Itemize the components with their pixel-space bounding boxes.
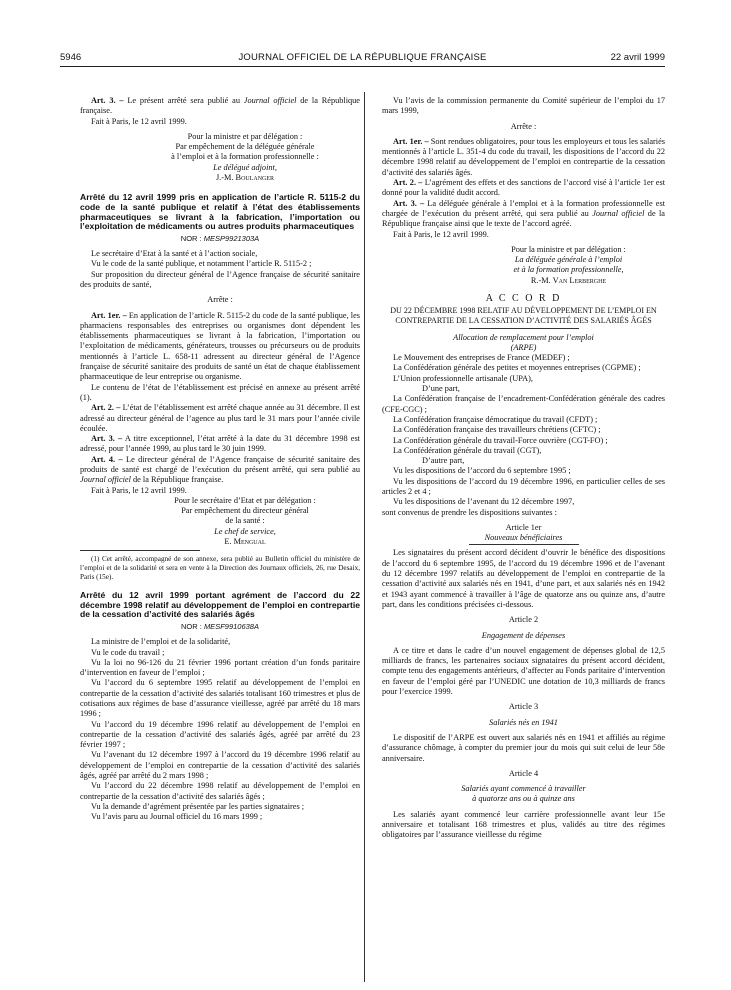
signature-place-date: Fait à Paris, le 12 avril 1999. <box>393 229 489 239</box>
article-label: Art. 1er. – <box>393 136 429 146</box>
article-1 <box>80 311 360 383</box>
vu-line: Vu les dispositions de l’accord du 6 septembre 1995 ; <box>393 466 571 476</box>
party-line: L’Union professionnelle artisanale (UPA), <box>393 373 533 383</box>
vu-line: Vu les dispositions de l’accord du 19 décembre 1996, en particulier celles de ses articles 2 et 4 ; <box>382 476 665 496</box>
nor-reference <box>80 622 360 632</box>
arrete-heading: Arrête : <box>510 121 537 131</box>
page-header <box>60 52 665 66</box>
nor-code: MESF9910638A <box>203 621 259 631</box>
signature-line: de la santé : <box>225 516 265 526</box>
article-text: de la République française ainsi que le texte de l’accord agréé. <box>382 208 665 229</box>
article-heading: Article 1er <box>505 522 542 532</box>
union-line: La Confédération générale du travail-Force ouvrière (CGT-FO) ; <box>393 435 608 445</box>
article-heading: Article 3 <box>508 702 539 712</box>
article-text: La déléguée générale à l’emploi et à la formation professionnelle est chargée de l’exécution du présent arrêté, qui sera publié au <box>382 198 666 218</box>
signature-line: La déléguée générale à l’emploi <box>514 255 623 265</box>
journal-ref: Journal officiel <box>80 475 131 485</box>
decree-title: Arrêté du 12 avril 1999 portant agrément de l’accord du 22 décembre 1998 relatif au développement de l’emploi en contrepartie de la cessation d’activité des salariés âgés <box>80 590 360 620</box>
preamble-line: Vu la loi no 96-126 du 21 février 1996 portant création d’un fonds paritaire d’intervention en faveur de l’emploi ; <box>80 657 360 678</box>
section-subtitle: (ARPE) <box>510 342 537 352</box>
signature-line: Par empêchement de la déléguée générale <box>175 142 315 152</box>
article-subtitle: à quatorze ans ou à quinze ans <box>472 794 575 804</box>
article-label: Art. 2. – <box>91 403 121 413</box>
article-4 <box>80 455 360 486</box>
article-text: En application de l’article R. 5115-2 du code de la santé publique, les pharmaciens responsables des entreprises ou organismes dont dépendent les établissements pharmaceutiques se livrant à la fabrication, l’importation ou l’exploitation de médicaments, générateurs, trousses ou précurseurs ou de produits mentionnés à l’article L. 658-11 adressent au directeur général de l’Agence française de sécurité sanitaire des produits de santé un état de chaque établissement pharmaceutique de leur entreprise ou organisme. <box>80 310 360 382</box>
journal-ref: Journal officiel <box>592 208 645 218</box>
preamble-line: Vu la demande d’agrément présentée par les parties signataires ; <box>91 801 305 811</box>
footnote: (1) Cet arrêté, accompagné de son annexe, sera publié au Bulletin officiel du ministère de l’emploi et de la solidarité et sera en vente à la Direction des Journaux officiels, 26, rue Desaix, Paris (15e). <box>80 555 360 581</box>
article-subtitle: Engagement de dépenses <box>481 630 566 640</box>
article-subtitle: Nouveaux bénéficiaires <box>484 533 563 543</box>
article-text: de la République française. <box>80 96 360 116</box>
section-subtitle: Allocation de remplacement pour l’emploi <box>453 332 594 342</box>
article-body: Les signataires du présent accord décident d’ouvrir le bénéfice des dispositions de l’accord du 6 septembre 1995, de l’accord du 19 décembre 1996 et de l’avenant du 12 décembre 1997 relatifs au développement de l’emploi en contrepartie de la cessation d’activité aux salariés nés en 1941, d’une part, et aux salariés nés en 1942 et 1943 ayant commencé à travailler à l’âge de quatorze ans ou quinze ans, d’autre part, dans les conditions précisées ci-dessous. <box>382 548 665 609</box>
party-separator: D’autre part, <box>422 456 465 466</box>
article-text: A titre exceptionnel, l’état arrêté à la date du 31 décembre 1998 est adressé, pour l’année 1999, au plus tard le 30 juin 1999. <box>80 434 360 454</box>
article-3 <box>80 434 360 455</box>
preamble-line: Le secrétaire d’Etat à la santé et à l’action sociale, <box>91 249 258 259</box>
signature-line: Par empêchement du directeur général <box>181 506 309 516</box>
preamble-line: Vu l’accord du 6 septembre 1995 relatif au développement de l’emploi en contrepartie de la cessation d’activité des salariés totalisant 160 trimestres et plus de cotisations aux régimes de base d’assurance vieillesse, agréé par arrêté du 18 mars 1996 ; <box>80 678 360 719</box>
footnote-rule <box>80 550 200 551</box>
preamble-line: Vu le code du travail ; <box>91 647 165 657</box>
article-body: A ce titre et dans le cadre d’un nouvel engagement de dépenses global de 12,5 milliards de francs, les partenaires sociaux signataires du présent accord décident, compte tenu des engagements antérieurs, d’affecter au Fonds paritaire d’intervention en faveur de l’emploi géré par l’UNEDIC une dotation de 10,3 milliards de francs pour l’exercice 1999. <box>382 645 665 697</box>
article-text: de la République française. <box>130 475 224 485</box>
preamble-line: Vu le code de la santé publique, et notamment l’article R. 5115-2 ; <box>91 259 312 269</box>
party-line: La Confédération générale des petites et moyennes entreprises (CGPME) ; <box>393 363 641 373</box>
article-body: Les salariés ayant commencé leur carrière professionnelle avant leur 15e anniversaire et totalisant 168 trimestres et plus, validés au titre des régimes obligatoires par l’assurance vieillesse du régime <box>382 809 665 840</box>
signature-place-date: Fait à Paris, le 12 avril 1999. <box>91 485 187 495</box>
article-text: L’état de l’établissement est arrêté chaque année au 31 décembre. Il est adressé au directeur général de l’agence au plus tard le 31 mars pour l’année civile écoulée. <box>80 403 361 433</box>
article-text: Le directeur général de l’Agence française de sécurité sanitaire des produits de santé est chargé de l’exécution du présent arrêté, qui sera publié au <box>80 454 361 474</box>
article-heading: Article 2 <box>508 615 539 625</box>
signatory-name: R.-M. Van Lerberghe <box>530 275 607 285</box>
preamble-line: Vu l’accord du 19 décembre 1996 relatif au développement de l’emploi en contrepartie de la cessation d’activité des salariés âgés, agréé par arrêté du 23 février 1997 ; <box>80 719 360 750</box>
preamble-line: La ministre de l’emploi et de la solidarité, <box>91 637 231 647</box>
section-rule <box>469 544 579 545</box>
article-1-para: Le contenu de l’état de l’établissement est précisé en annexe au présent arrêté (1). <box>80 382 360 402</box>
article-subtitle: Salariés ayant commencé à travailler <box>461 784 586 794</box>
signature-line: Pour la ministre et par délégation : <box>187 131 303 141</box>
article-label: Art. 4. – <box>91 454 123 464</box>
column-divider <box>364 92 365 982</box>
article-label: Art. 3. – <box>91 434 123 444</box>
preamble-line: Sur proposition du directeur général de l’Agence française de sécurité sanitaire des produits de santé, <box>80 269 360 289</box>
nor-label: NOR : <box>180 233 204 243</box>
signature-line: Pour le secrétaire d’Etat et par délégation : <box>174 495 316 505</box>
accord-title: DU 22 DÉCEMBRE 1998 RELATIF AU DÉVELOPPEMENT DE L’EMPLOI EN CONTREPARTIE DE LA CESSATION D’ACTIVITÉ DES SALARIÉS ÂGÉS <box>390 306 657 325</box>
article-label: Art. 1er. – <box>91 310 127 320</box>
party-line: Le Mouvement des entreprises de France (MEDEF) ; <box>393 353 570 363</box>
right-column <box>382 96 665 841</box>
article-text: Sont rendues obligatoires, pour tous les employeurs et tous les salariés mentionnés à l’article L. 351-4 du code du travail, les dispositions de l’accord du 22 décembre 1998 relatif au développement de l’emploi en contrepartie de la cessation d’activité des salariés âgés. <box>382 136 665 177</box>
nor-reference <box>80 234 360 244</box>
union-line: La Confédération générale du travail (CGT), <box>393 445 542 455</box>
article-heading: Article 4 <box>508 768 539 778</box>
article-body: Le dispositif de l’ARPE est ouvert aux salariés nés en 1941 et affiliés au régime d’assurance chômage, à compter du premier jour du mois qui suit celui de leur 58e anniversaire. <box>382 732 665 763</box>
left-column <box>80 96 360 823</box>
article-label: Art. 2. – <box>393 178 423 188</box>
convenus-line: sont convenus de prendre les dispositions suivantes : <box>382 507 557 517</box>
article-subtitle: Salariés nés en 1941 <box>489 717 558 727</box>
union-line: La Confédération française des travailleurs chrétiens (CFTC) ; <box>393 425 601 435</box>
preamble-line: Vu l’avenant du 12 décembre 1997 à l’accord du 19 décembre 1996 relatif au développement de l’emploi en contrepartie de la cessation d’activité des salariés âgés, agréé par arrêté du 2 mars 1998 ; <box>80 750 360 781</box>
article-label: Art. 3. – <box>393 198 425 208</box>
article-text: L’agrément des effets et des sanctions de l’accord visé à l’article 1er est donné pour la validité dudit accord. <box>382 178 665 198</box>
journal-ref: Journal officiel <box>243 96 297 105</box>
nor-code: MESP9921303A <box>203 233 260 243</box>
union-line: La Confédération française démocratique du travail (CFDT) ; <box>393 414 598 424</box>
article-3 <box>80 96 360 117</box>
issue-date: 22 avril 1999 <box>610 52 665 63</box>
article-label: Art. 3. – <box>91 96 124 105</box>
signature-line: Le chef de service, <box>214 526 276 536</box>
signature-line: à l’emploi et à la formation professionnelle : <box>171 152 319 162</box>
article-1 <box>382 137 665 178</box>
header-rule <box>60 66 665 67</box>
arrete-heading: Arrête : <box>207 295 233 305</box>
article-2 <box>80 403 360 434</box>
signature-line: Le délégué adjoint, <box>213 162 277 172</box>
decree-title: Arrêté du 12 avril 1999 pris en application de l’article R. 5115-2 du code de la santé publique et relatif à l’état des établissements pharmaceutiques se livrant à la fabrication, l’importation ou l’exploitation de médicaments ou autres produits pharmaceutiques <box>80 192 360 232</box>
nor-label: NOR : <box>181 621 204 631</box>
article-text: Le présent arrêté sera publié au <box>123 96 244 105</box>
article-2 <box>382 178 665 199</box>
signature-line: Pour la ministre et par délégation : <box>511 244 626 254</box>
signatory-name: E. Mengual <box>224 537 266 547</box>
preamble-line: Vu l’avis de la commission permanente du Comité supérieur de l’emploi du 17 mars 1999, <box>382 96 665 116</box>
journal-title: JOURNAL OFFICIEL DE LA RÉPUBLIQUE FRANÇAISE <box>238 52 487 63</box>
accord-heading: A C C O R D <box>485 293 562 305</box>
page-number: 5946 <box>60 52 82 63</box>
party-separator: D’une part, <box>422 384 460 394</box>
preamble-line: Vu l’accord du 22 décembre 1998 relatif au développement de l’emploi en contrepartie de la cessation d’activité des salariés âgés ; <box>80 781 360 801</box>
preamble-line: Vu l’avis paru au Journal officiel du 16 mars 1999 ; <box>91 812 263 822</box>
section-rule <box>469 328 579 329</box>
vu-line: Vu les dispositions de l’avenant du 12 décembre 1997, <box>393 497 575 507</box>
article-3 <box>382 199 665 230</box>
union-line: La Confédération française de l’encadrement-Confédération générale des cadres (CFE-CGC) ; <box>382 394 665 414</box>
signatory-name: J.-M. Boulanger <box>215 173 275 183</box>
signature-place-date: Fait à Paris, le 12 avril 1999. <box>91 116 187 126</box>
signature-line: et à la formation professionnelle, <box>513 265 624 275</box>
